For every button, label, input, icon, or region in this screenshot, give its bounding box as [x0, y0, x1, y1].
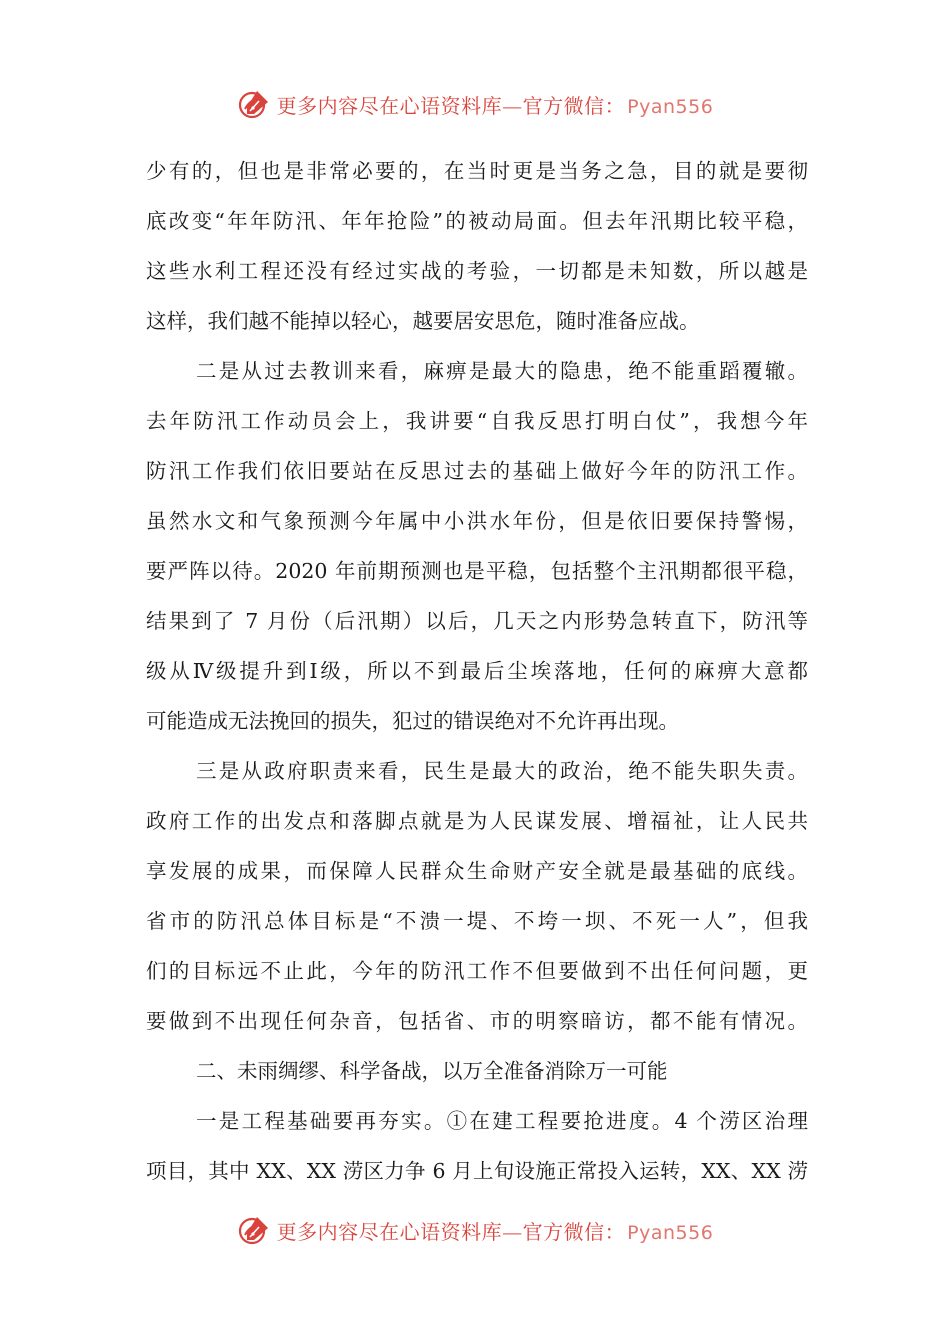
section-heading: 二、未雨绸缪、科学备战，以万全准备消除万一可能 — [196, 1059, 668, 1083]
pen-logo-icon — [237, 1213, 271, 1247]
body-line: 一是工程基础要再夯实。①在建工程要抢进度。4 个涝区治理 — [196, 1109, 808, 1133]
header-banner — [0, 84, 950, 124]
body-line: 底改变“年年防汛、年年抢险”的被动局面。但去年汛期比较平稳， — [146, 209, 808, 233]
header-banner-official: 官方微信： — [522, 93, 626, 118]
body-line: 去年防汛工作动员会上，我讲要“自我反思打明白仗”，我想今年 — [146, 409, 808, 433]
header-banner-id: Pyan556 — [627, 95, 714, 118]
footer-banner-sep: — — [502, 1219, 523, 1244]
body-line: 少有的，但也是非常必要的，在当时更是当务之急，目的就是要彻 — [146, 159, 808, 183]
body-line: 可能造成无法挽回的损失，犯过的错误绝对不允许再出现。 — [146, 709, 679, 733]
header-banner-text — [277, 90, 714, 119]
body-line: 要做到不出现任何杂音，包括省、市的明察暗访，都不能有情况。 — [146, 1009, 808, 1033]
footer-banner-official: 官方微信： — [522, 1219, 626, 1244]
body-line: 虽然水文和气象预测今年属中小洪水年份，但是依旧要保持警惕， — [146, 509, 808, 533]
body-line: 二是从过去教训来看，麻痹是最大的隐患，绝不能重蹈覆辙。 — [196, 359, 808, 383]
footer-banner-id: Pyan556 — [627, 1221, 714, 1244]
body-line: 结果到了 7 月份（后汛期）以后，几天之内形势急转直下，防汛等 — [146, 609, 808, 633]
body-line: 这些水利工程还没有经过实战的考验，一切都是未知数，所以越是 — [146, 259, 808, 283]
footer-banner-title: 更多内容尽在心语资料库 — [276, 1219, 503, 1244]
header-banner-title: 更多内容尽在心语资料库 — [276, 93, 503, 118]
body-line: 们的目标远不止此，今年的防汛工作不但要做到不出任何问题，更 — [146, 959, 808, 983]
body-line: 政府工作的出发点和落脚点就是为人民谋发展、增福祉，让人民共 — [146, 809, 808, 833]
body-text — [146, 146, 808, 1196]
body-line: 三是从政府职责来看，民生是最大的政治，绝不能失职失责。 — [196, 759, 808, 783]
body-line: 项目，其中 XX、XX 涝区力争 6 月上旬设施正常投入运转，XX、XX 涝 — [146, 1159, 808, 1183]
body-line: 享发展的成果，而保障人民群众生命财产安全就是最基础的底线。 — [146, 859, 808, 883]
body-line: 这样，我们越不能掉以轻心，越要居安思危，随时准备应战。 — [146, 309, 700, 333]
header-banner-sep: — — [502, 93, 523, 118]
body-line: 级从Ⅳ级提升到Ⅰ级，所以不到最后尘埃落地，任何的麻痹大意都 — [146, 659, 808, 683]
body-line: 防汛工作我们依旧要站在反思过去的基础上做好今年的防汛工作。 — [146, 459, 808, 483]
body-line: 省市的防汛总体目标是“不溃一堤、不垮一坝、不死一人”，但我 — [146, 909, 808, 933]
footer-banner — [0, 1210, 950, 1250]
body-line: 要严阵以待。2020 年前期预测也是平稳，包括整个主汛期都很平稳， — [146, 559, 808, 583]
pen-logo-icon — [237, 87, 271, 121]
footer-banner-text — [277, 1216, 714, 1245]
